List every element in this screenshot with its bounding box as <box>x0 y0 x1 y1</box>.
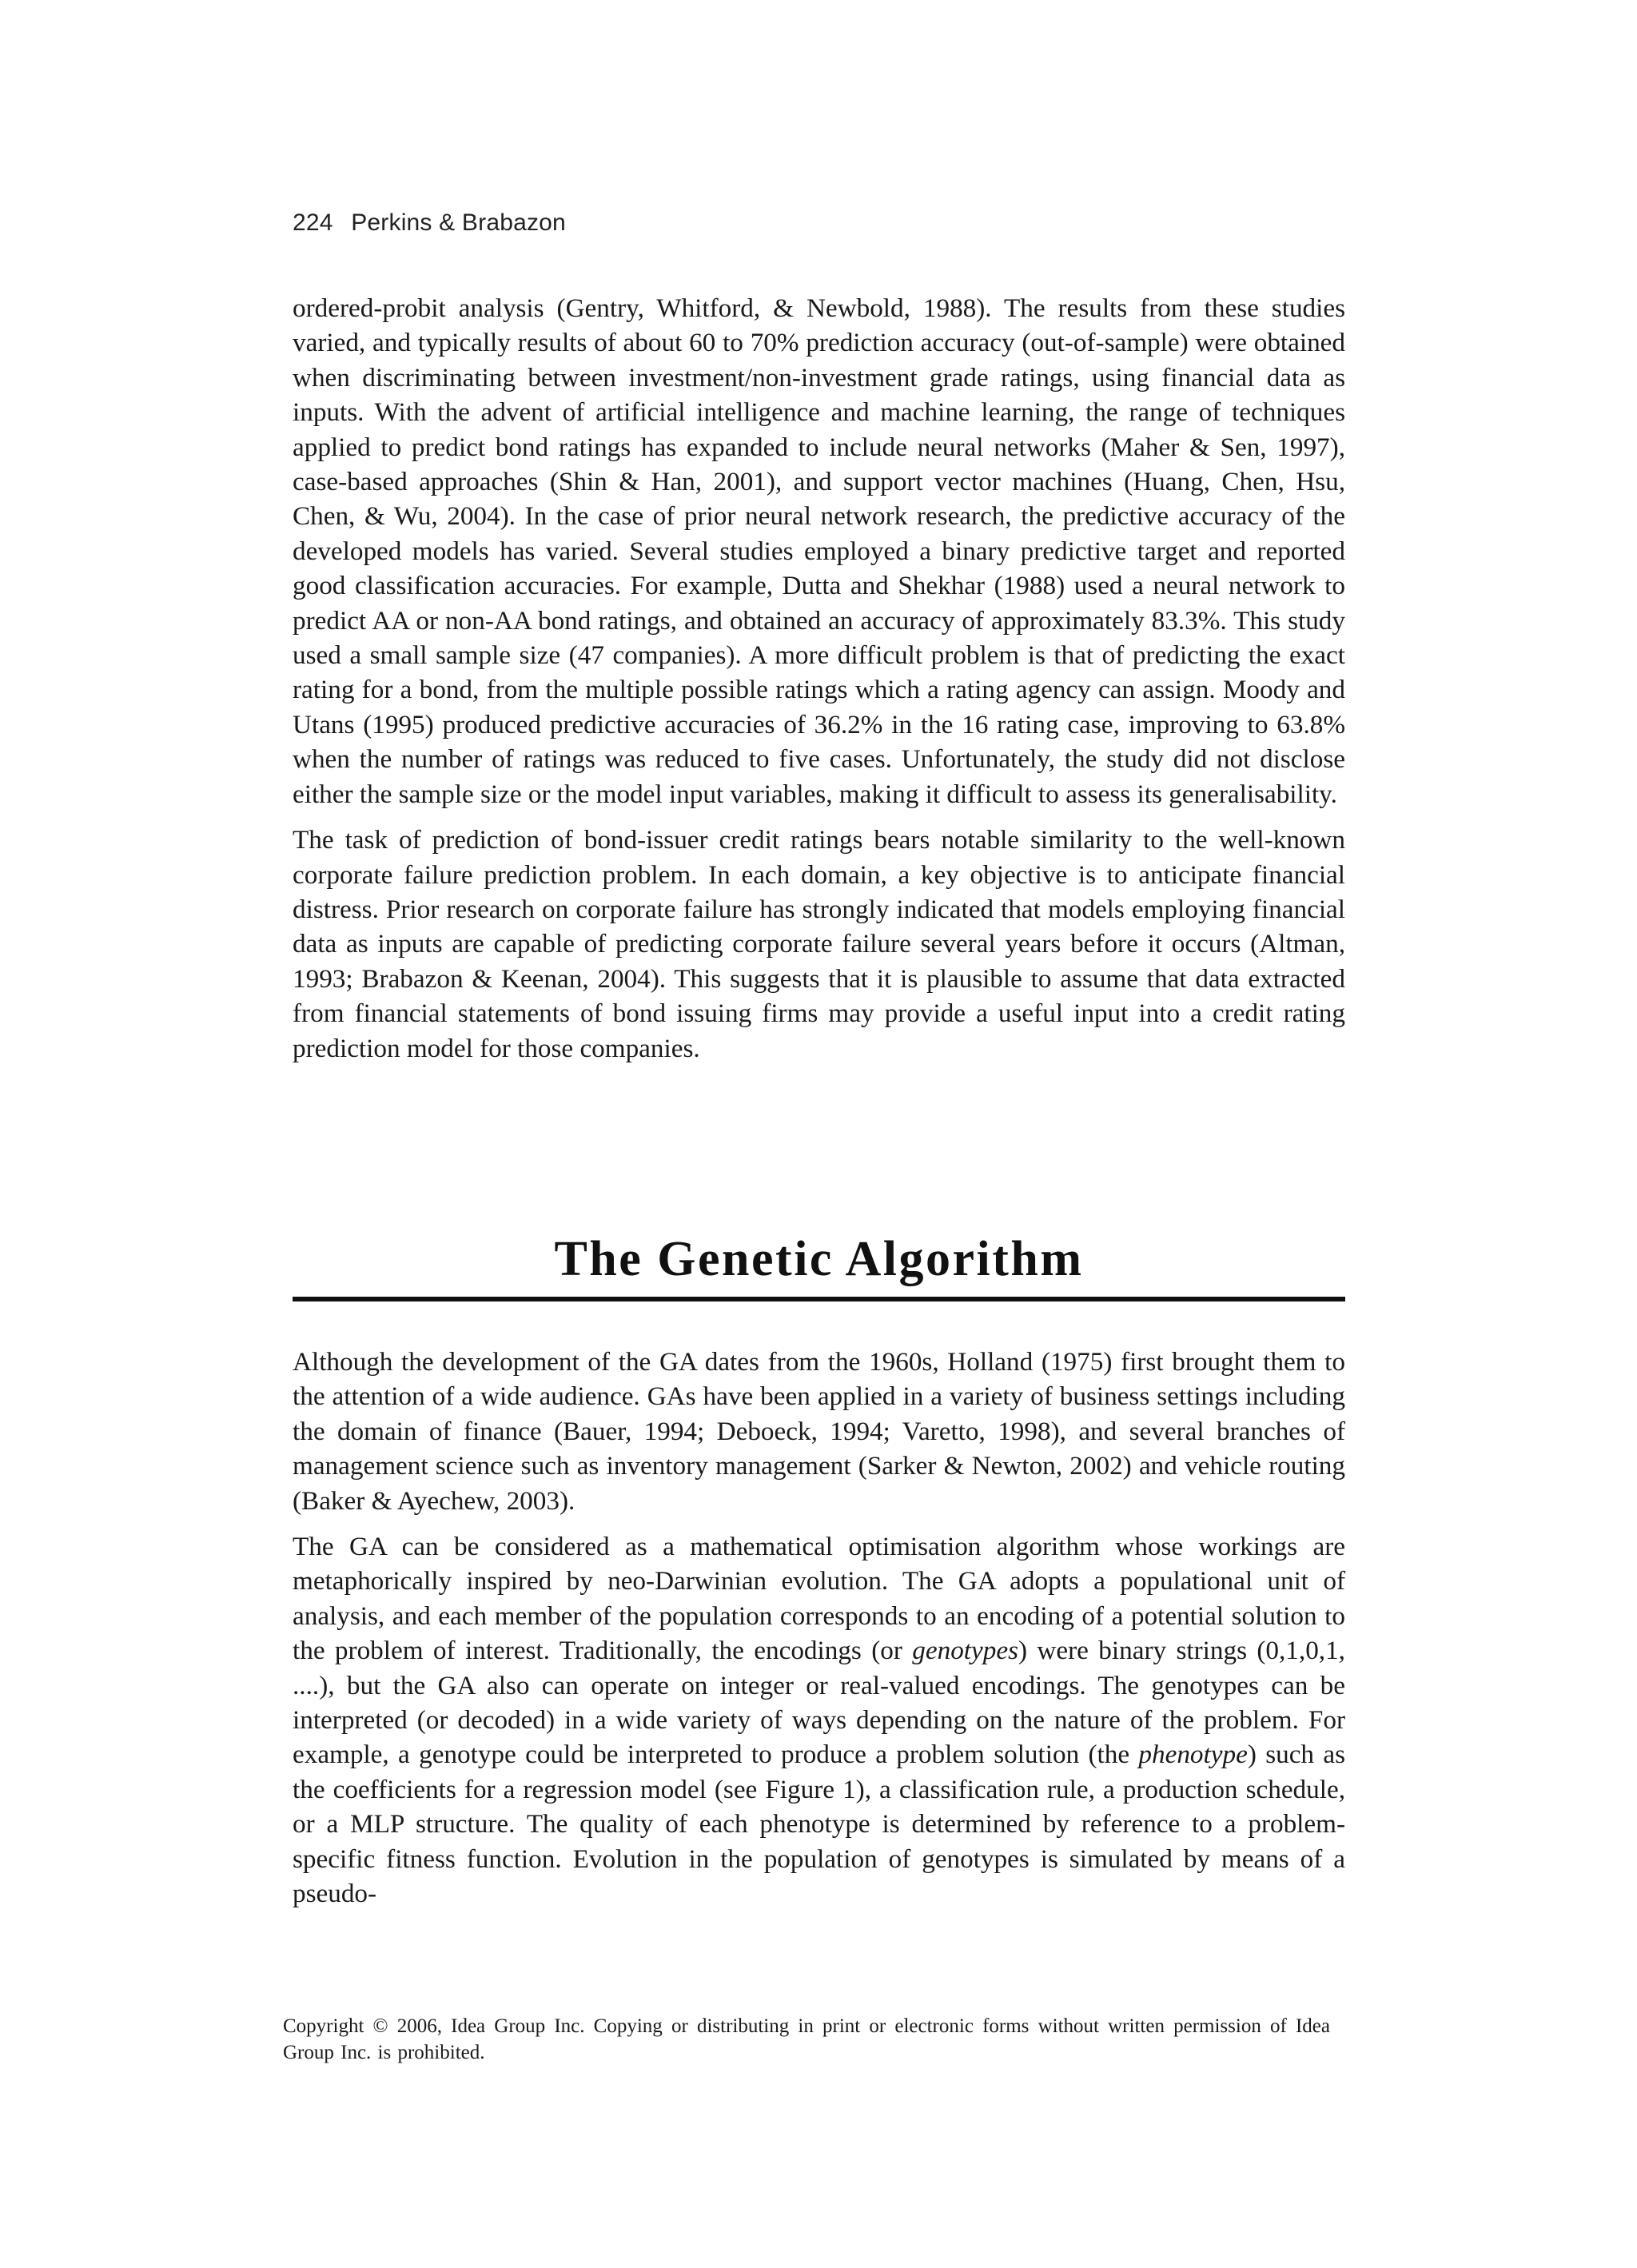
section-text <box>293 1345 1345 1923</box>
section-heading <box>293 1231 1345 1303</box>
running-head <box>293 209 566 237</box>
paragraph: The task of prediction of bond-issuer credit ratings bears notable similarity to the well-known corporate failure prediction problem. In each domain, a key objective is to anticipate financial distress. Prior research on corporate failure has strongly indicated that models employing financial data as inputs are capable of predicting corporate failure several years before it occurs (Altman, 1993; Brabazon & Keenan, 2004). This suggests that it is plausible to assume that data extracted from financial statements of bond issuing firms may provide a useful input into a credit rating prediction model for those companies. <box>293 825 1345 1063</box>
paragraph-text: ) were binary strings (0,1,0,1, ....), but the GA also can operate on integer or real-valued encodings. The genotypes can be interpreted (or decoded) in a wide variety of ways depending on the nature of the problem. For example, a genotype could be interpreted to produce a problem solution (the <box>293 1636 1345 1770</box>
term-genotypes: genotypes <box>912 1636 1018 1666</box>
paragraph: ordered-probit analysis (Gentry, Whitford, & Newbold, 1988). The results from these studies varied, and typically results of about 60 to 70% prediction accuracy (out-of-sample) were obtained when discriminating between investment/non-investment grade ratings, using financial data as inputs. With the advent of artificial intelligence and machine learning, the range of techniques applied to predict bond ratings has expanded to include neural networks (Maher & Sen, 1997), case-based approaches (Shin & Han, 2001), and support vector machines (Huang, Chen, Hsu, Chen, & Wu, 2004). In the case of prior neural network research, the predictive accuracy of the developed models has varied. Several studies employed a binary predictive target and reported good classification accuracies. For example, Dutta and Shekhar (1988) used a neural network to predict AA or non-AA bond ratings, and obtained an accuracy of approximately 83.3%. This study used a small sample size (47 companies). A more difficult problem is that of predicting the exact rating for a bond, from the multiple possible ratings which a rating agency can assign. Moody and Utans (1995) produced predictive accuracies of 36.2% in the 16 rating case, improving to 63.8% when the number of ratings was reduced to five cases. Unfortunately, the study did not disclose either the sample size or the model input variables, making it difficult to assess its generalisability. <box>293 293 1345 809</box>
page-number: 224 <box>293 209 333 236</box>
paragraph <box>293 1529 1345 1911</box>
intro-text <box>293 291 1345 1077</box>
paragraph: Although the development of the GA dates from the 1960s, Holland (1975) first brought them to the attention of a wide audience. GAs have been applied in a variety of business settings including the domain of finance (Bauer, 1994; Deboeck, 1994; Varetto, 1998), and several branches of management science such as inventory management (Sarker & Newton, 2002) and vehicle routing (Baker & Ayechew, 2003). <box>293 1347 1345 1516</box>
section-title: The Genetic Algorithm <box>554 1232 1084 1286</box>
paragraph-text: ) such as the coefficients for a regression model (see Figure 1), a classification rule, a production schedule, or a MLP structure. The quality of each phenotype is determined by reference to a problem-specific fitness function. Evolution in the population of genotypes is simulated by means of a pseudo- <box>293 1740 1346 1909</box>
copyright-notice: Copyright © 2006, Idea Group Inc. Copying or distributing in print or electronic forms without written permission of Idea Group Inc. is prohibited. <box>283 2015 1330 2063</box>
running-title: Perkins & Brabazon <box>351 209 566 236</box>
term-phenotype: phenotype <box>1138 1740 1248 1770</box>
paragraph-text: The GA can be considered as a mathematical optimisation algorithm whose workings are metaphorically inspired by neo-Darwinian evolution. The GA adopts a populational unit of analysis, and each member of the population corresponds to an encoding of a potential solution to the problem of interest. Traditionally, the encodings (or <box>293 1532 1345 1666</box>
section-rule <box>293 1297 1345 1301</box>
